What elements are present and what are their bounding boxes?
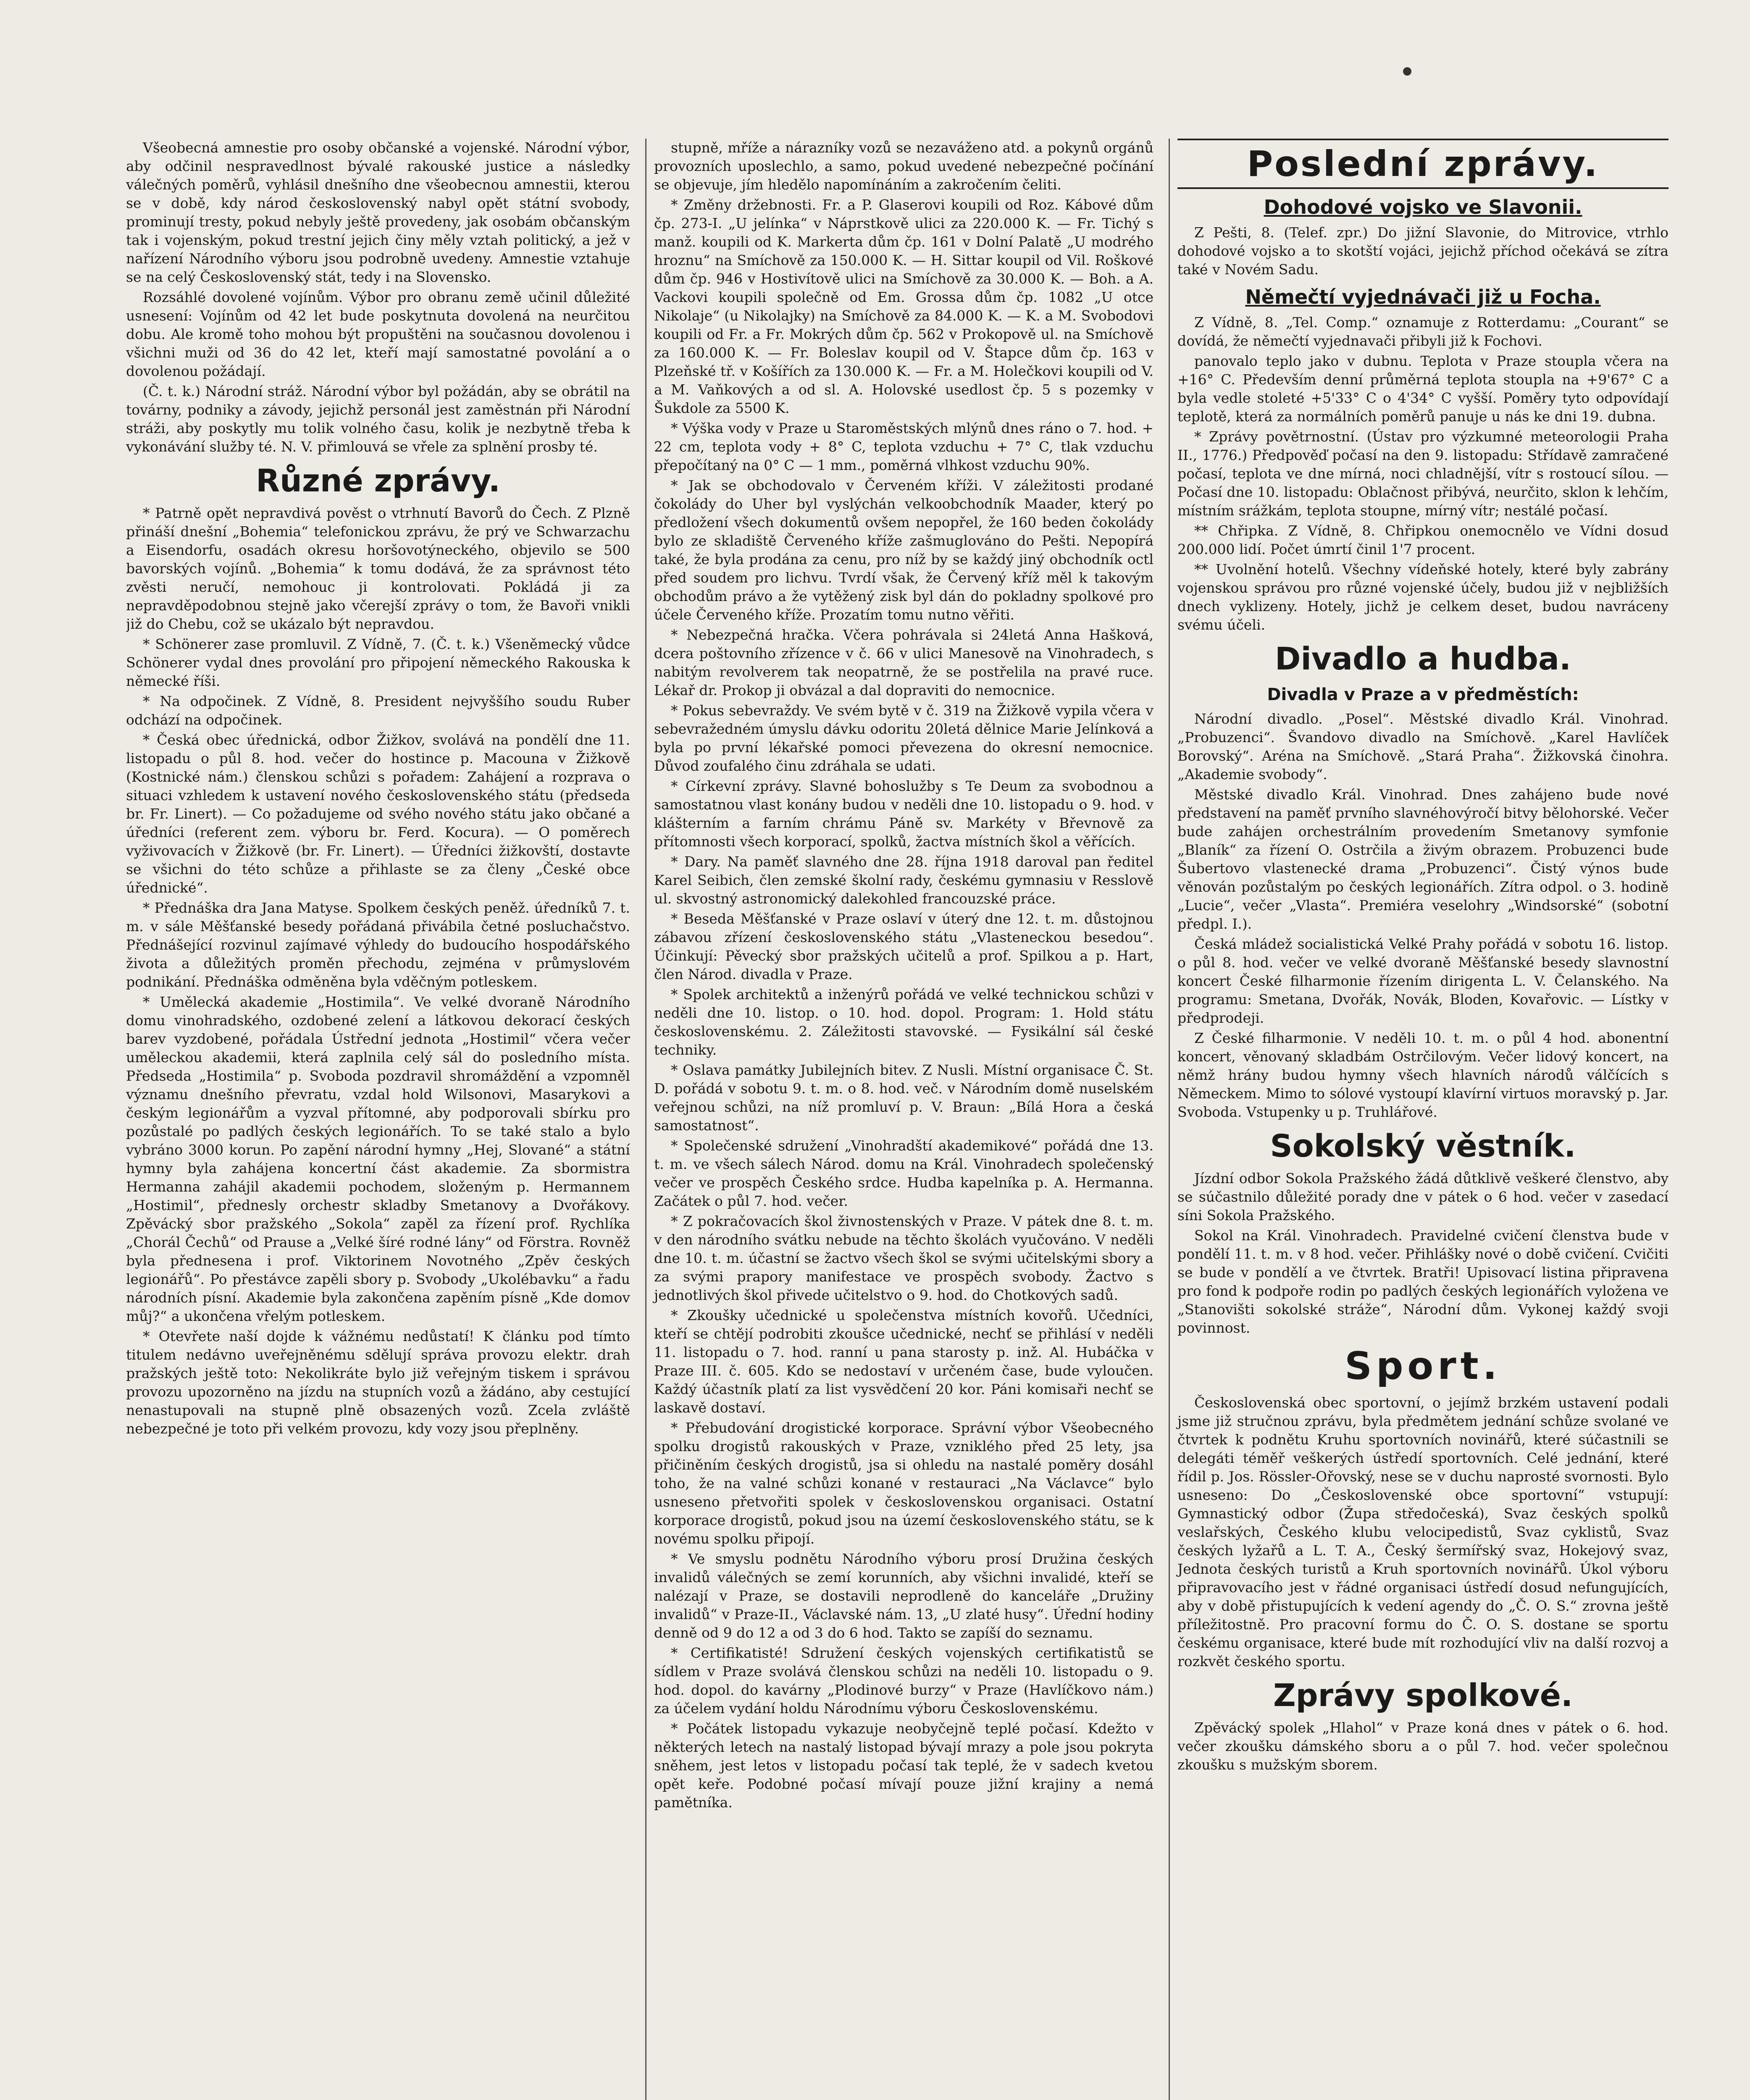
article-sokol-vinohrady: Sokol na Král. Vinohradech. Pravidelné cvičení členstva bude v pondělí 11. t. m. v 8 hod. večer. Přihlášky nové o době cvičení. Cvičiti se bude v pondělí a ve čtvrtek. Bratři! Upisovací listina připravena pro fond k podpoře rodin po padlých českých legionářích vyložena ve „Stanovišti sokolské stráže“, Národní dům. Vykonej každý svoji povinnost. [1177,1227,1669,1336]
article-beseda: * Beseda Měšťanské v Praze oslaví v úterý dne 12. t. m. důstojnou zábavou zřízení československého státu „Vlasteneckou besedou“. Účinkují: Pěvecký sbor pražských učitelů a prof. Spilkou a p. Hart, člen Národ. divadla v Praze. [654,911,1154,982]
article-hracka: * Nebezpečná hračka. Včera pohrávala si 24letá Anna Hašková, dcera poštovního zřízence v č. 66 v ulici Manesově na Vinohradech, s nabitým revolverem tak neopatrně, že se postřelila na pravé ruce. Lékař dr. Prokop ji obvázal a dal dopraviti do nemocnice. [654,627,1154,698]
article-akademici: * Společenské sdružení „Vinohradští akademikové“ pořádá dne 13. t. m. ve všech sálech Národ. domu na Král. Vinohradech společenský večer ve prospěch Českého srdce. Hudba kapelníka p. A. Hermanna. Začátek o půl 7. hod. večer. [654,1137,1154,1209]
article-vyska-vody: * Výška vody v Praze u Staroměstských mlýnů dnes ráno o 7. hod. + 22 cm, teplota vody + 8° C, teplota vzduchu + 7° C, tlak vzduchu přepočítaný na 0° C — 1 mm., poměrná vlhkost vzduchu 90%. [654,420,1154,473]
section-heading-zpravy-spolkove: Zprávy spolkové. [1273,1677,1573,1714]
article-pocasi: * Počátek listopadu vykazuje neobyčejně teplé počasí. Kdežto v některých letech na nastalý listopad bývají mrazy a pole jsou pokryta sněhem, jest letos v listopadu počasí tak teplé, že v sadech kvetou opět keře. Podobné počasí mívají pouze jižní krajiny a nemá pamětníka. [654,1720,1154,1811]
article-sebevrazda: * Pokus sebevraždy. Ve svém bytě v č. 319 na Žižkově vypila včera v sebevražedném úmyslu dávku odoritu 20letá dělnice Marie Jelínková a byla po první lékařské pomoci převezena do okresní nemocnice. Důvod zoufalého činu zdráhala se udati. [654,702,1154,774]
article-chripka: ** Chřipka. Z Vídně, 8. Chřipkou onemocnělo ve Vídni dosud 200.000 lidí. Počet úmrtí činil 1'7 procent. [1177,522,1669,557]
article-obec-sportovni: Československá obec sportovní, o jejímž brzkém ustavení podali jsme již stručnou zprávu, byla předmětem jednání schůze svolané ve čtvrtek k podnětu Kruhu sportovních novinářů, které súčastnili se delegáti téměř veškerých ústředí sportovních. Celé jednání, které řídil p. Jos. Rössler-Ořovský, nese se v duchu naprosté svornosti. Bylo usneseno: Do „Československé obce sportovní“ vstupují: Gymnastický odbor (Župa středočeská), Svaz českých spolků veslařských, Českého klubu velocipedistů, Svaz cyklistů, Svaz českých lyžařů a L. T. A., Český šermířský svaz, Hokejový svaz, Jednota českých turistů a Kruh sportovních novinářů. Úkol výboru připravovacího jest v řádné organisaci ústředí dosud nefungujících, aby v době přistupujících k vedení agendy do „Č. O. S.“ zrovna ještě příležitostně. Pro pracovní formu do Č. O. S. dostane se sportu českému organisace, které bude mít rozhodující vliv na další rozvoj a rozkvět českého sportu. [1177,1394,1669,1670]
article-hostimil: * Umělecká akademie „Hostimila“. Ve velké dvoraně Národního domu vinohradského, ozdobené zelení a látkovou dekorací českých barev vyzdobené, pořádala Ústřední jednota „Hostimil“ včera večer uměleckou akademii, která zaplnila celý sál do posledního místa. Předseda „Hostimila“ p. Svoboda pozdravil shromáždění a vzpomněl významu dnešního převratu, vzdal hold Wilsonovi, Masarykovi a českým legionářům a vyzval přítomné, aby podporovali sbírku pro pozůstalé po padlých českých legionářích. To se také stalo a bylo vybráno 3000 korun. Po zapění národní hymny „Hej, Slované“ a státní hymny byla zahájena koncertní část akademie. Za sbormistra Hermanna zahájil akademii pochodem, složeným p. Hermannem „Hostimil“, přednesly orchestr skladby Smetanovy a Dvořákovy. Zpěvácký sbor pražského „Sokola“ zapěl za řízení prof. Rychlíka „Chorál Čechů“ od Prause a „Velké šíré rodné lány“ od Förstra. Rovněž byla přednesena i prof. Viktorinem Novotného „Zpěv českých legionářů“. Po přestávce zapěli sbory p. Svobody „Ukolébavku“ a řadu národních písní. Akademie byla zakončena zapěním písně „Kde domov můj?“ a ukončena vřelým potleskem. [126,994,630,1324]
section-heading-sokol: Sokolský věstník. [1270,1128,1576,1164]
article-zkousky: * Zkoušky učednické u společenstva místních kovořů. Učedníci, kteří se chtějí podrobiti zkoušce učednické, nechť se přihlásí v neděli 11. listopadu o 7. hod. ranní u pana starosty p. inž. Al. Hubáčka v Praze III. č. 605. Kdo se nedostaví v určeném čase, bude vyloučen. Každý účastník platí za list vysvědčení 20 kor. Páni komisaři nechť se laskavě dostaví. [654,1307,1154,1416]
ink-dot [1403,67,1411,76]
column-2 [645,139,1154,2100]
section-heading-sport: Sport. [1345,1344,1501,1388]
subheading-slavonie: Dohodové vojsko ve Slavonii. [1264,196,1582,218]
article-cerveny-kriz: * Jak se obchodovalo v Červeném kříži. V záležitosti prodané čokolády do Uher byl vyslýchán velkoobchodník Maader, který po předložení všech dokumentů ovšem nepopřel, že 160 beden čokolády bylo ze skladiště Červeného kříže zašmuglováno do Pešti. Nepopírá také, že byla prodána za cenu, pro níž by se každý jiný obchodník octl před soudem pro lichvu. Tvrdí však, že Červený kříž měl k takovým obchodům právo a že vytěžený zisk byl dán do pokladny spolkové pro účele Červeného kříže. Prozatím tomu nutno věřiti. [654,477,1154,623]
article-hotely: ** Uvolnění hotelů. Všechny vídeňské hotely, které byly zabrány vojenskou správou pro různé vojenské účely, budou již v nejbližších dnech vyklizeny. Hotely, jichž je celkem deset, budou navráceny svému účeli. [1177,561,1669,633]
article-mladez: Česká mládež socialistická Velké Prahy pořádá v sobotu 16. listop. o půl 8. hod. večer ve velké dvoraně Měšťanské besedy slavnostní koncert České filharmonie řízením dirigenta L. V. Čelanského. Na programu: Smetana, Dvořák, Novák, Bloden, Kovařovic. — Lístky v předprodeji. [1177,936,1669,1026]
article-amnestie: Všeobecná amnestie pro osoby občanské a vojenské. Národní výbor, aby odčinil nespravedlnost bývalé rakouské justice a následky válečných poměrů, vyhlásil dnešního dne všeobecnou amnestii, kterou se v době, kdy národ československý nabyl opět státní svobody, prominují tresty, pokud nebyly ještě provedeny, jak osobám občanským tak i vojenským, pokud trestní jejich činy měly vztah politický, a jež v nařízení Národního výboru jsou podrobně uvedeny. Amnestie vztahuje se na celý Československý stát, tedy i na Slovensko. [126,139,630,285]
article-dary: * Dary. Na paměť slavného dne 28. října 1918 daroval pan ředitel Karel Seibich, člen zemské školní rady, českému gymnasiu v Resslově ul. skvostný astronomický dalekohled francouzské práce. [654,853,1154,907]
article-jizdni-odbor: Jízdní odbor Sokola Pražského žádá důtklivě veškeré členstvo, aby se súčastnilo důležité porady dne v pátek o 6 hod. večer v zasedací síni Sokola Pražského. [1177,1170,1669,1223]
article-foch: Z Vídně, 8. „Tel. Comp.“ oznamuje z Rotterdamu: „Courant“ se dovídá, že němečtí vyjednavači přibyli již k Fochovi. [1177,314,1669,349]
article-hlahol: Zpěvácký spolek „Hlahol“ v Praze koná dnes v pátek o 6. hod. večer zkoušku dámského sboru a o půl 7. hod. večer společnou zkoušku s mužským sborem. [1177,1719,1669,1773]
article-povetrnostni: * Zprávy povětrnostní. (Ústav pro výzkumné meteorologii Praha II., 1776.) Předpověď počasí na den 9. listopadu: Střídavě zamračené počasí, teplota ve dne mírná, noci chladnější, vítr s rostoucí sílou. — Počasí dne 10. listopadu: Oblačnost přibývá, neurčito, sklon k lehčím, místním srážkám, teplota stoupne, mírný vítr; nestálé počasí. [1177,428,1669,519]
section-heading-posledni-zpravy: Poslední zprávy. [1177,139,1669,189]
article-narodni-straz: (Č. t. k.) Národní stráž. Národní výbor byl požádán, aby se obrátil na továrny, podniky a závody, jejichž personál jest zaměstnán při Národní stráži, aby poskytly mu tolik volného času, kolik je nezbytně třeba k vykonávání služby té. N. V. přimlouvá se vřele za splnění prosby té. [126,383,630,455]
subheading-foch: Němečtí vyjednávači již u Focha. [1245,286,1601,308]
article-schonerer: * Schönerer zase promluvil. Z Vídně, 7. (Č. t. k.) Všeněmecký vůdce Schönerer vydal dnes provolání pro připojení německého Rakouska k německé říši. [126,636,630,689]
column-3 [1169,139,1669,2100]
article-certifikatiste: * Certifikatisté! Sdružení českých vojenských certifikatistů se sídlem v Praze svolává členskou schůzi na neděli 10. listopadu o 9. hod. dopol. do kavárny „Plodinové burzy“ v Praze (Havlíčkovo nám.) za účelem vydání holdu Národnímu výboru Československému. [654,1645,1154,1717]
article-continued: stupně, mříže a nárazníky vozů se nezaváženo atd. a pokynů orgánů provozních uposlechlo, a samo, pokud uvedené nebezpečné počínání se objevuje, jím hledělo napomínáním a zakročením čeliti. [654,139,1154,193]
article-zmeny-drzebnosti: * Změny držebnosti. Fr. a P. Glaserovi koupili od Roz. Kábové dům čp. 273-I. „U jelínka“ v Náprstkově ulici za 220.000 K. — Fr. Tichý s manž. koupili od K. Markerta dům čp. 161 v Dolní Palatě „U modrého hroznu“ na Smíchově za 150.000 K. — H. Sittar koupil od Vil. Roškové dům čp. 946 v Hostivítově ulici na Smíchově za 30.000 K. — Boh. a A. Vackovi koupili společně od Em. Grossa dům čp. 1082 „U otce Nikolaje“ (u Nikolajky) na Smíchově za 84.000 K. — K. a M. Svobodovi koupili od Fr. a Fr. Mokrých dům čp. 562 v Prokopově ul. na Smíchově za 160.000 K. — Fr. Boleslav koupil od V. Štapce dům čp. 163 v Plzeňské tř. v Košířích za 130.000 K. — Fr. a M. Holečkovi koupili od V. a M. Vaňkových a od sl. A. Holovské usedlost čp. 5 s pozemky v Šukdole za 5500 K. [654,197,1154,416]
article-bavori: * Patrně opět nepravdivá pověst o vtrhnutí Bavorů do Čech. Z Plzně přináší dnešní „Bohemia“ telefonickou zprávu, že prý ve Schwarzachu a Eisendorfu, osadách okresu horšovotýneckého, objevilo se 500 bavorských vojínů. „Bohemia“ k tomu dodává, že za správnost této zvěsti neručí, nemohouc ji kontrolovati. Pokládá ji za nepravděpodobnou stejně jako včerejší zprávy o tom, že Bavoři vnikli již do Chebu, což se ukázalo být nepravdou. [126,505,630,632]
column-1 [126,139,630,2100]
article-obec-urednicka: * Česká obec úřednická, odbor Žižkov, svolává na pondělí dne 11. listopadu o půl 8. hod. večer do hostince p. Macouna v Žižkově (Kostnické nám.) členskou schůzi s pořadem: Zahájení a rozprava o situaci vzhledem k ustavení nového československého státu (předseda br. Fr. Linert). — Co požadujeme od svého nového státu jako občané a úředníci (referent zem. výboru br. Ferd. Kocura). — O poměrech vyživovacích v Žižkově (br. Fr. Linert). — Úředníci žižkovští, dostavte se všichni do této schůze a přihlaste se za členy „České obce úřednické“. [126,732,630,896]
article-drogiste: * Přebudování drogistické korporace. Správní výbor Všeobecného spolku drogistů rakouských v Praze, vzniklého před 25 lety, jsa přičiněním českých drogistů, jsa si ohledu na nastalé poměry dosáhl toho, že na valné schůzi konané v restauraci „Na Václavce“ bylo usneseno přetvořiti spolek v československou organisaci. Ostatní korporace drogistů, pokud jsou na území československého státu, se k novému spolku připojí. [654,1420,1154,1547]
article-program-divadel: Národní divadlo. „Posel“. Městské divadlo Král. Vinohrad. „Probuzenci“. Švandovo divadlo na Smíchově. „Karel Havlíček Borovský“. Aréna na Smíchově. „Stará Praha“. Žižkovská činohra. „Akademie svobody“. [1177,711,1669,782]
article-odpocinek: * Na odpočinek. Z Vídně, 8. President nejvyššího soudu Ruber odchází na odpočinek. [126,693,630,728]
article-filharmonie: Z České filharmonie. V neděli 10. t. m. o půl 4 hod. abonentní koncert, věnovaný skladbám Ostrčilovým. Večer lidový koncert, na němž hrány budou hymny všech hlavních národů válčících s Německem. Mimo to sólové vystoupí klavírní virtuos moravský p. Jar. Svoboda. Vstupenky u p. Truhlářové. [1177,1030,1669,1120]
article-architekti: * Spolek architektů a inženýrů pořádá ve velké technickou schůzi v neděli dne 10. listop. o 10. hod. dopol. Program: 1. Hold státu československému. 2. Záležitosti stavovské. — Fysikální sál české techniky. [654,986,1154,1058]
article-slavonie: Z Pešti, 8. (Telef. zpr.) Do jižní Slavonie, do Mitrovice, vtrhlo dohodové vojsko a to skotští vojáci, jejichž příchod očekává se zítra také v Novém Sadu. [1177,224,1669,278]
article-cirkevni: * Církevní zprávy. Slavné bohoslužby s Te Deum za svobodnou a samostatnou vlast konány budou v neděli dne 10. listopadu o 9. hod. v klášterním a farním chrámu Páně sv. Markéty v Břevnově za přítomnosti všech korporací, spolků, žactva místních škol a věřících. [654,778,1154,850]
article-oslava: * Oslava památky Jubilejních bitev. Z Nusli. Místní organisace Č. St. D. pořádá v sobotu 9. t. m. o 8. hod. več. v Národním domě nuselském veřejnou schůzi, na níž promluví p. V. Braun: „Bílá Hora a česká samostatnost“. [654,1062,1154,1134]
section-heading-ruzne-zpravy: Různé zprávy. [256,463,500,499]
article-dovolene: Rozsáhlé dovolené vojínům. Výbor pro obranu země učinil důležité usnesení: Vojínům od 42 let bude poskytnuta dovolená na neurčitou dobu. Ale kromě toho mohou být propuštěni na současnou dovolenou i všichni muži od 36 do 42 let, kteří mají samostatné povolání a o dovolenou požádají. [126,289,630,379]
subheading-divadla: Divadla v Praze a v předměstích: [1267,685,1579,704]
section-heading-divadlo: Divadlo a hudba. [1275,641,1571,677]
article-vinohrady-divadlo: Městské divadlo Král. Vinohrad. Dnes zahájeno bude nové představení na paměť prvního slavnéhovýročí bitvy bělohorské. Večer bude zahájen orchestrálním provedením Smetanovy symfonie „Blaník“ za řízení O. Ostrčila a živým obrazem. Probuzenci bude Šubertovo vlastenecké drama „Probuzenci“. Čistý výnos bude věnován pozůstalým po českých legionářích. Zítra odpol. o 3. hodině „Lucie“, večer „Vlasta“. Premiéra veselohry „Windsorské“ (sobotní předpl. I.). [1177,786,1669,932]
article-elektricka: * Otevřete naší dojde k vážnému nedůstatí! K článku pod tímto titulem nedávno uveřejněnému sdělují správa provozu elektr. drah pražských ještě toto: Nekolikráte bylo již veřejným tiskem i správou provozu upozorněno na jízdu na stupních vozů a žádáno, aby cestující nenastupovali na stupně plně obsazených vozů. Zcela zvláště nebezpečné je toto při velkém provozu, kdy vozy jsou přeplněny. [126,1328,630,1437]
article-teplo: panovalo teplo jako v dubnu. Teplota v Praze stoupla včera na +16° C. Především denní průměrná teplota stoupla na +9'67° C a byla vedle stoleté +5'33° C o 4'34° C vyšší. Poměry tyto odpovídají teplotě, která za normálních poměrů panuje u nás ke dni 19. dubna. [1177,353,1669,425]
columns [126,139,1687,2100]
article-invalide: * Ve smyslu podnětu Národního výboru prosí Družina českých invalidů válečných se zemí korunních, aby všichni invalidé, kteří se nalézají v Praze, se dostavili neprodleně do kanceláře „Družiny invalidů“ v Praze-II., Václavské nám. 13, „U zlaté husy“. Úřední hodiny denně od 9 do 12 a od 3 do 6 hod. Takto se zapíší do seznamu. [654,1551,1154,1641]
article-skoly: * Z pokračovacích škol živnostenských v Praze. V pátek dne 8. t. m. v den národního svátku nebude na těchto školách vyučováno. V neděli dne 10. t. m. účastní se žactvo všech škol se svými učitelskými sbory a za svými prapory manifestace ve prospěch svobody. Žactvo s jednotlivých škol přivede učitelstvo o 9. hod. do Chotkových sadů. [654,1213,1154,1303]
article-prednaska: * Přednáška dra Jana Matyse. Spolkem českých peněž. úředníků 7. t. m. v sále Měšťanské besedy pořádaná přivábila četné posluchačstvo. Přednášející rozvinul zajímavé výhledy do budoucího hospodářského života a důležitých proměn přechodu, zejména v průmyslovém podnikání. Přednáška odměněna byla vděčným potleskem. [126,900,630,990]
